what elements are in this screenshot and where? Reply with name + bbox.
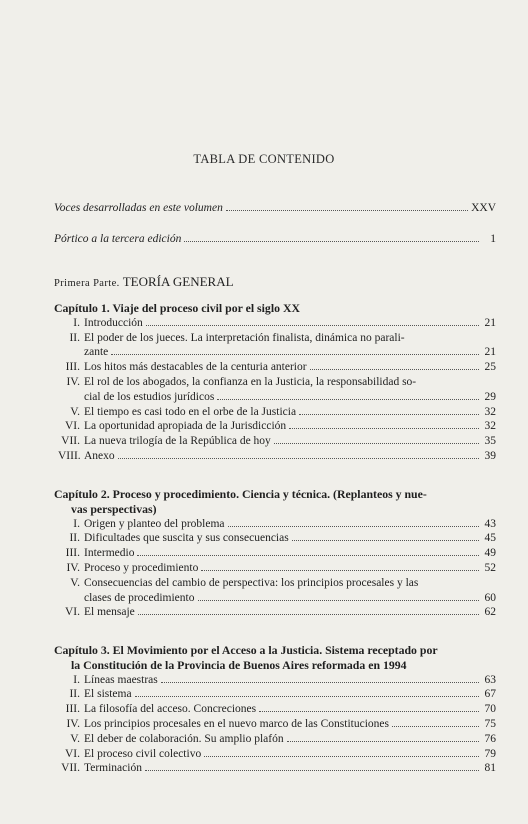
entry-label-cont: zante	[84, 346, 109, 359]
section-number: VI.	[64, 606, 80, 619]
entry-page: 63	[484, 673, 496, 686]
toc-entry[interactable]	[58, 687, 496, 702]
section-number: VII.	[61, 762, 80, 775]
entry-label: La nueva trilogía de la República de hoy	[84, 435, 271, 448]
dot-leader	[292, 540, 479, 541]
dot-leader	[137, 555, 479, 556]
entry-text	[58, 360, 307, 375]
entry-label: Consecuencias del cambio de perspectiva: los principios procesales y las	[84, 576, 419, 589]
entry-label: Proceso y procedimiento	[84, 562, 199, 574]
toc-entry[interactable]	[58, 419, 496, 434]
entry-label: La filosofía del acceso. Concreciones	[84, 703, 257, 716]
entry-text	[58, 687, 132, 702]
section-number: II.	[69, 331, 80, 344]
page-title: TABLA DE CONTENIDO	[193, 152, 335, 166]
entry-label: El rol de los abogados, la confianza en la Justicia, la responsabilidad so-	[84, 376, 417, 388]
toc-entry[interactable]	[58, 717, 496, 732]
dot-leader	[138, 614, 479, 615]
dot-leader	[135, 696, 479, 697]
section-number: II.	[69, 532, 80, 545]
dot-leader	[392, 726, 479, 727]
entry-label: El poder de los jueces. La interpretación finalista, dinámica no parali-	[84, 331, 405, 344]
section-number: VIII.	[58, 450, 81, 462]
dot-leader	[259, 711, 479, 712]
dot-leader	[289, 428, 479, 429]
chapter-heading	[54, 643, 494, 658]
toc-entry[interactable]	[58, 546, 496, 561]
entry-label: Anexo	[84, 450, 115, 462]
entry-label: Intermedio	[84, 547, 135, 560]
entry-label: Voces desarrolladas en este volumen	[54, 202, 223, 214]
toc-entry[interactable]	[58, 449, 496, 464]
section-number: III.	[65, 361, 80, 374]
entry-label: Líneas maestras	[84, 673, 158, 686]
toc-entry[interactable]	[58, 517, 496, 532]
entry-text	[58, 561, 198, 576]
entry-page: 52	[484, 562, 496, 574]
chapter-heading-line: Capítulo 3. El Movimiento por el Acceso a la Justicia. Sistema receptado por	[54, 643, 438, 657]
section-number: IV.	[66, 376, 80, 388]
toc-entry[interactable]	[58, 747, 496, 762]
dot-leader	[274, 443, 479, 444]
entry-page: 43	[484, 517, 496, 530]
part-number: Primera Parte.	[54, 278, 120, 289]
entry-label: La oportunidad apropiada de la Jurisdicción	[84, 420, 287, 433]
section-number: IV.	[66, 718, 80, 730]
dot-leader	[198, 600, 480, 601]
entry-text	[58, 517, 225, 532]
entry-label: Los principios procesales en el nuevo marco de las Constituciones	[84, 718, 389, 730]
entry-text	[58, 316, 143, 331]
section-number: I.	[73, 673, 80, 686]
dot-leader	[184, 241, 479, 242]
dot-leader	[310, 369, 479, 370]
entry-page: 49	[484, 547, 496, 560]
entry-page: 21	[484, 346, 496, 359]
entry-text	[58, 702, 256, 717]
entry-page: 1	[490, 233, 496, 245]
entry-page: 76	[484, 732, 496, 745]
toc-entry-cont[interactable]	[84, 591, 496, 606]
entry-text	[58, 405, 296, 420]
entry-text	[58, 761, 142, 776]
dot-leader	[204, 756, 479, 757]
toc-entry[interactable]	[58, 405, 496, 420]
dot-leader	[217, 399, 479, 400]
entry-page: 70	[484, 703, 496, 716]
entry-text	[58, 531, 289, 546]
toc-entry[interactable]	[58, 576, 496, 591]
dot-leader	[146, 325, 479, 326]
part-title: TEORÍA GENERAL	[122, 274, 234, 289]
toc-entry[interactable]	[58, 561, 496, 576]
entry-page: 67	[484, 688, 496, 701]
section-number: VI.	[64, 747, 80, 760]
toc-entry[interactable]	[58, 316, 496, 331]
toc-entry[interactable]	[58, 331, 496, 346]
entry-label-cont: clases de procedimiento	[84, 591, 195, 604]
entry-text	[58, 747, 201, 762]
toc-entry[interactable]	[58, 360, 496, 375]
dot-leader	[287, 741, 479, 742]
entry-label: Dificultades que suscita y sus consecuencias	[84, 532, 289, 545]
section-number: III.	[65, 547, 80, 560]
entry-text	[58, 605, 135, 620]
dot-leader	[111, 354, 479, 355]
entry-text	[58, 434, 271, 449]
entry-page: 35	[484, 435, 496, 448]
entry-page: 25	[484, 361, 496, 374]
entry-label: Introducción	[84, 316, 143, 329]
toc-entry-cont[interactable]	[84, 345, 496, 360]
entry-page: 32	[484, 405, 496, 418]
toc-entry[interactable]	[58, 761, 496, 776]
section-number: I.	[73, 517, 80, 530]
entry-page: 75	[484, 718, 496, 730]
entry-label: Terminación	[84, 762, 142, 775]
toc-entry[interactable]	[58, 375, 496, 390]
entry-page: 21	[484, 316, 496, 329]
toc-entry[interactable]	[58, 531, 496, 546]
entry-page: XXV	[471, 202, 496, 214]
entry-label: El proceso civil colectivo	[84, 747, 202, 760]
entry-text	[58, 419, 286, 434]
toc-entry-portico[interactable]	[54, 232, 496, 247]
dot-leader	[161, 682, 479, 683]
entry-page: 29	[484, 390, 496, 403]
chapter-heading-line: Capítulo 2. Proceso y procedimiento. Ciencia y técnica. (Replanteos y nue-	[54, 487, 427, 501]
entry-page: 60	[484, 591, 496, 604]
entry-page: 32	[484, 420, 496, 433]
toc-entry-cont[interactable]	[84, 390, 496, 405]
dot-leader	[299, 414, 479, 415]
chapter-heading	[54, 301, 494, 316]
entry-text	[58, 449, 115, 464]
section-number: I.	[73, 316, 80, 329]
section-number: IV.	[66, 562, 80, 574]
toc-entry[interactable]	[58, 605, 496, 620]
section-number: II.	[69, 688, 80, 701]
entry-label: El sistema	[84, 688, 132, 701]
section-number: V.	[70, 732, 80, 745]
dot-leader	[145, 770, 479, 771]
toc-entry-voces[interactable]	[54, 201, 496, 216]
part-heading	[54, 274, 234, 290]
entry-label: Pórtico a la tercera edición	[54, 233, 182, 245]
chapter-heading-line: Capítulo 1. Viaje del proceso civil por el siglo XX	[54, 301, 300, 315]
section-number: VI.	[64, 420, 80, 433]
entry-page: 81	[484, 762, 496, 775]
entry-page: 62	[484, 606, 496, 619]
dot-leader	[228, 526, 479, 527]
dot-leader	[118, 458, 479, 459]
entry-label: El deber de colaboración. Su amplio plafón	[84, 732, 284, 745]
dot-leader	[226, 210, 468, 211]
section-number: VII.	[61, 435, 80, 448]
entry-page: 39	[484, 450, 496, 462]
section-number: III.	[65, 703, 80, 716]
section-number: V.	[70, 405, 80, 418]
section-number: V.	[70, 576, 80, 589]
entry-text	[58, 717, 389, 732]
chapter-heading	[54, 487, 494, 502]
entry-text	[58, 732, 284, 747]
entry-page: 45	[484, 532, 496, 545]
entry-label: El tiempo es casi todo en el orbe de la Justicia	[84, 405, 297, 418]
entry-label: El mensaje	[84, 606, 135, 619]
chapter-heading-cont: vas perspectivas)	[71, 501, 157, 516]
entry-label: Origen y planteo del problema	[84, 517, 225, 530]
dot-leader	[201, 570, 479, 571]
entry-page: 79	[484, 747, 496, 760]
entry-text	[58, 546, 134, 561]
entry-text	[58, 673, 158, 688]
toc-entry[interactable]	[58, 434, 496, 449]
toc-entry[interactable]	[58, 702, 496, 717]
toc-entry[interactable]	[58, 732, 496, 747]
entry-label: Los hitos más destacables de la centuria anterior	[84, 361, 307, 374]
entry-label-cont: cial de los estudios jurídicos	[84, 390, 215, 403]
chapter-heading-cont: la Constitución de la Provincia de Buenos Aires reformada en 1994	[71, 657, 407, 672]
toc-entry[interactable]	[58, 673, 496, 688]
